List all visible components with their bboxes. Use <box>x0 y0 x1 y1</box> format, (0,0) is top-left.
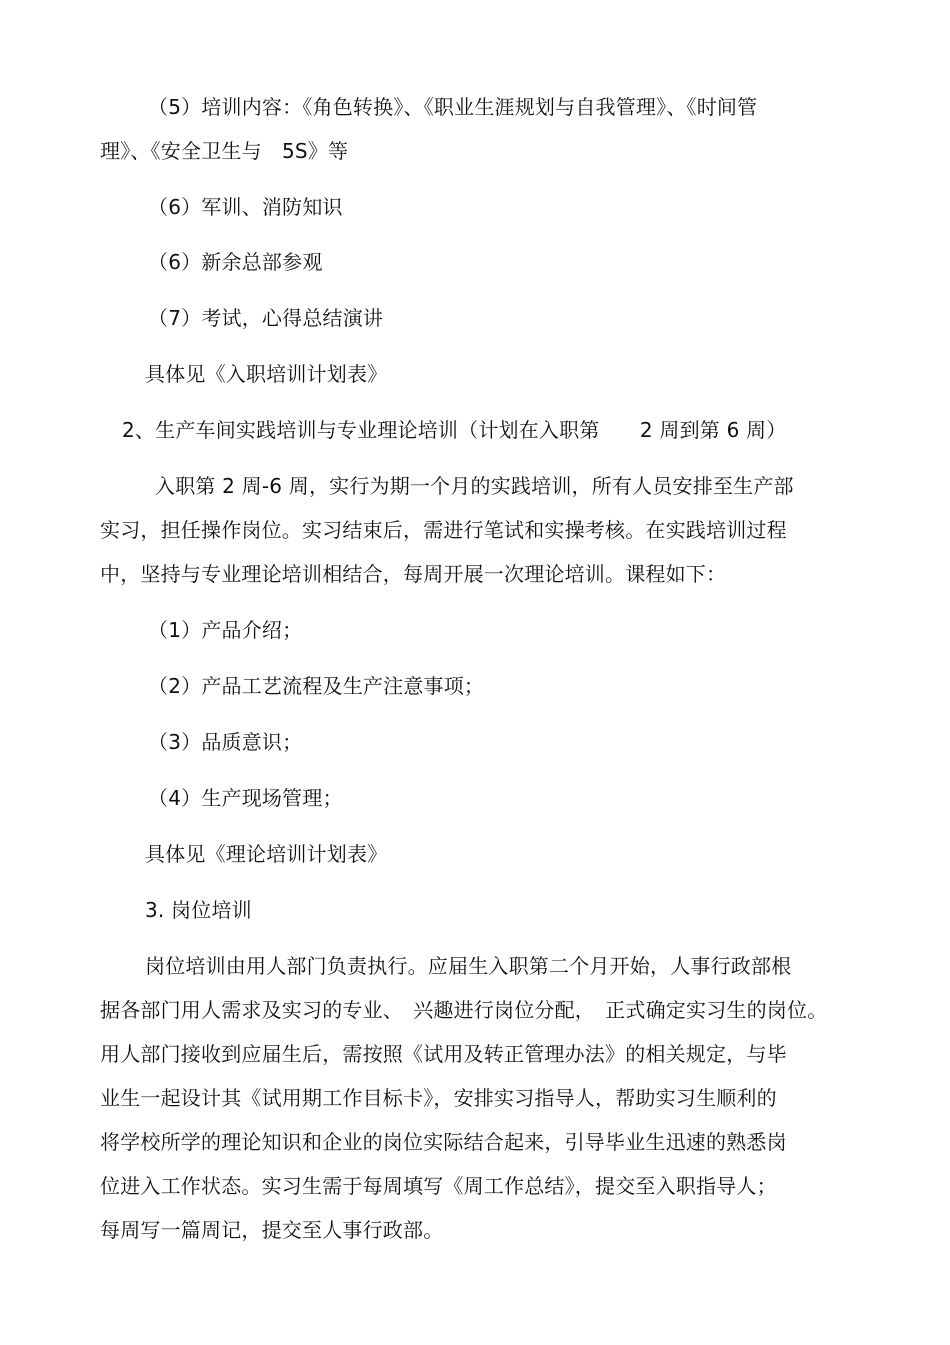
paragraph-line: 岗位培训由用人部门负责执行。应届生入职第二个月开始，人事行政部根 <box>145 954 792 978</box>
list-item-training-content: （5）培训内容：《角色转换》、《职业生涯规划与自我管理》、《时间管 <box>148 95 758 119</box>
reference-theory-plan: 具体见《理论培训计划表》 <box>145 842 388 866</box>
list-item-training-content-cont: 理》、《安全卫生与 5S》等 <box>100 139 349 163</box>
paragraph-line: 业生一起设计其《试用期工作目标卡》，安排实习指导人，帮助实习生顺利的 <box>100 1086 777 1110</box>
section-heading-workshop-training: 2、生产车间实践培训与专业理论培训（计划在入职第 2 周到第 6 周） <box>122 418 787 442</box>
paragraph-line: 位进入工作状态。实习生需于每周填写《周工作总结》，提交至入职指导人； <box>100 1174 777 1198</box>
paragraph-line: 每周写一篇周记，提交至人事行政部。 <box>100 1218 444 1242</box>
paragraph-line: 将学校所学的理论知识和企业的岗位实际结合起来，引导毕业生迅速的熟悉岗 <box>100 1130 787 1154</box>
list-item-product-intro: （1）产品介绍； <box>148 618 303 642</box>
list-item-hq-visit: （6）新余总部参观 <box>148 250 323 274</box>
list-item-military-training: （6）军训、消防知识 <box>148 195 343 219</box>
section-heading-post-training: 3. 岗位培训 <box>145 898 252 922</box>
paragraph-line: 用人部门接收到应届生后，需按照《试用及转正管理办法》的相关规定，与毕 <box>100 1042 787 1066</box>
paragraph-line: 中，坚持与专业理论培训相结合，每周开展一次理论培训。课程如下： <box>100 562 727 586</box>
list-item-exam: （7）考试，心得总结演讲 <box>148 306 384 330</box>
paragraph-line: 据各部门用人需求及实习的专业、 兴趣进行岗位分配， 正式确定实习生的岗位。 <box>100 998 828 1022</box>
paragraph-line: 实习，担任操作岗位。实习结束后，需进行笔试和实操考核。在实践培训过程 <box>100 518 787 542</box>
list-item-quality-awareness: （3）品质意识； <box>148 730 303 754</box>
reference-onboarding-plan: 具体见《入职培训计划表》 <box>145 362 388 386</box>
paragraph-line: 入职第 2 周-6 周，实行为期一个月的实践培训，所有人员安排至生产部 <box>155 474 794 498</box>
list-item-process-flow: （2）产品工艺流程及生产注意事项； <box>148 674 485 698</box>
list-item-site-management: （4）生产现场管理； <box>148 786 343 810</box>
